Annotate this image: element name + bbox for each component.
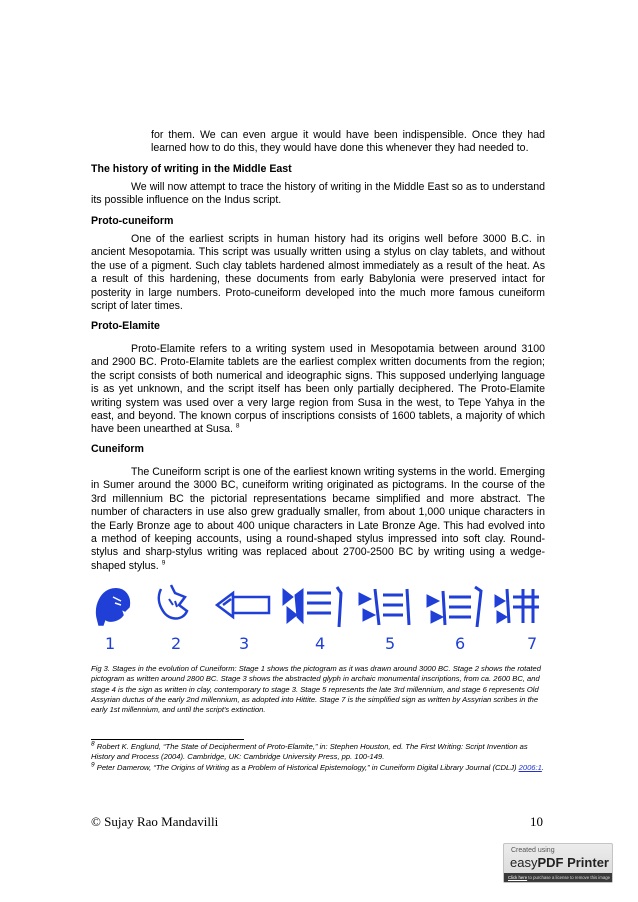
cuneiform-glyphs-svg xyxy=(91,575,545,655)
footnote-9-after-link: . xyxy=(541,762,544,772)
stage-7-glyph xyxy=(495,589,539,623)
easypdf-watermark-badge[interactable] xyxy=(503,843,613,883)
heading-history-of-writing: The history of writing in the Middle East xyxy=(91,163,292,175)
paragraph-proto-elamite xyxy=(91,343,545,437)
heading-proto-elamite: Proto-Elamite xyxy=(91,320,160,332)
footnotes xyxy=(91,742,545,773)
stage-2-glyph xyxy=(159,585,187,619)
footnote-ref-9[interactable]: 9 xyxy=(161,559,166,567)
stage-number-6: 6 xyxy=(455,634,466,653)
proto-elamite-text: Proto-Elamite refers to a writing system used in Mesopotamia between around 3100 and 2900 BC. Proto-Elamite tablets are the earliest complex written documents from the region; the script consists of both numerical and ideographic signs. This supposed underlying language is as yet unknown, and the script itself has been only partially deciphered. The Proto-Elamite writing system was used over a very large region from Susa in the west, to Tepe Yahya in the east, and beyond. The known corpus of inscriptions consists of 1600 tablets, a majority of which have been unearthed at Susa. xyxy=(91,343,545,436)
footer-page-number: 10 xyxy=(530,814,543,829)
paragraph-history-of-writing: We will now attempt to trace the history of writing in the Middle East so as to understand its possible influence on the Indus script. xyxy=(91,181,545,207)
glyph-group xyxy=(97,585,539,627)
continuation-paragraph: for them. We can even argue it would have been indispensible. Once they had learned how to do this, they would have done this whenever they had needed to. xyxy=(151,129,545,155)
stage-5-glyph xyxy=(359,589,409,625)
watermark-click-here[interactable]: Click here xyxy=(508,875,528,880)
footnote-9 xyxy=(91,763,545,773)
footnote-divider xyxy=(91,739,244,740)
cuneiform-text: The Cuneiform script is one of the earliest known writing systems in the world. Emerging in Sumer around the 3000 BC, cuneiform writing originated as pictograms. In the course of the 3rd millennium BC the pictorial representations became simplified and more abstract. The number of characters in use also grew gradually smaller, from about 1,000 unique characters in the Early Bronze age to about 400 unique characters in Late Bronze Age. This had evolved into a method of keeping accounts, using a round-shaped stylus impressed into soft clay. Round-stylus and sharp-stylus writing was replaced about 2700-2500 BC by writing using a wedge-shaped stylus. xyxy=(91,466,545,572)
watermark-created-using: Created using xyxy=(511,847,555,854)
stage-number-4: 4 xyxy=(315,634,326,653)
watermark-brand-bold: PDF Printer xyxy=(537,855,609,870)
footnote-8 xyxy=(91,742,545,763)
watermark-brand xyxy=(510,855,609,870)
watermark-bar-text: to purchase a license to remove this image xyxy=(527,875,610,880)
heading-proto-cuneiform: Proto-cuneiform xyxy=(91,215,174,227)
footnote-ref-8[interactable]: 8 xyxy=(235,422,240,430)
heading-cuneiform: Cuneiform xyxy=(91,443,144,455)
footer-author: © Sujay Rao Mandavilli xyxy=(91,814,219,829)
stage-number-3: 3 xyxy=(239,634,250,653)
figure-caption: Fig 3. Stages in the evolution of Cuneiform: Stage 1 shows the pictogram as it was drawn around 3000 BC. Stage 2 shows the rotated pictogram as written around 2800 BC. Stage 3 shows the abstracted glyph in archaic monumental inscriptions, from ca. 2600 BC, and stage 4 is the sign as written in clay, contemporary to stage 3. Stage 5 represents the late 3rd millennium, and stage 6 represents Old Assyrian ductus of the early 2nd millennium, as adopted into Hittite. Stage 7 is the simplified sign as written by Assyrian scribes in the early 1st millennium, and until the script's extinction. xyxy=(91,664,541,715)
watermark-brand-light: easy xyxy=(510,855,538,870)
footnote-9-text: Peter Damerow, “The Origins of Writing as a Problem of Historical Epistemology,” in Cuneiform Digital Library Journal (CDLJ) xyxy=(96,762,517,772)
stage-number-2: 2 xyxy=(171,634,182,653)
footnote-9-link[interactable]: 2006:1 xyxy=(518,762,542,772)
paragraph-cuneiform xyxy=(91,466,545,573)
footnote-8-text: Robert K. Englund, “The State of Decipherment of Proto-Elamite,” in: Stephen Houston, ed. The First Writing: Script Invention as History and Process (2004). Cambridge, UK: Cambridge University Press, pp. 100-149. xyxy=(91,742,528,762)
footnote-8-number: 8 xyxy=(91,740,95,748)
stage-numbers xyxy=(105,634,537,653)
watermark-purchase-bar[interactable] xyxy=(504,873,612,882)
stage-6-glyph xyxy=(427,587,481,627)
footnote-9-number: 9 xyxy=(91,761,95,769)
cuneiform-evolution-figure xyxy=(91,575,545,655)
stage-number-7: 7 xyxy=(527,634,538,653)
stage-3-glyph xyxy=(217,593,269,617)
stage-number-5: 5 xyxy=(385,634,396,653)
stage-4-glyph xyxy=(283,587,341,627)
paragraph-proto-cuneiform: One of the earliest scripts in human history had its origins well before 3000 B.C. in ancient Mesopotamia. This script was usually written using a stylus on clay tablets, and without the use of a pigment. Such clay tablets hardened almost immediately as a result of the heat. As a result of this hardening, these documents from early Babylonia were preserved intact for posterity in large numbers. Proto-cuneiform developed into the much more famous cuneiform script of later times. xyxy=(91,233,545,313)
stage-number-1: 1 xyxy=(105,634,116,653)
stage-1-glyph xyxy=(97,589,130,625)
